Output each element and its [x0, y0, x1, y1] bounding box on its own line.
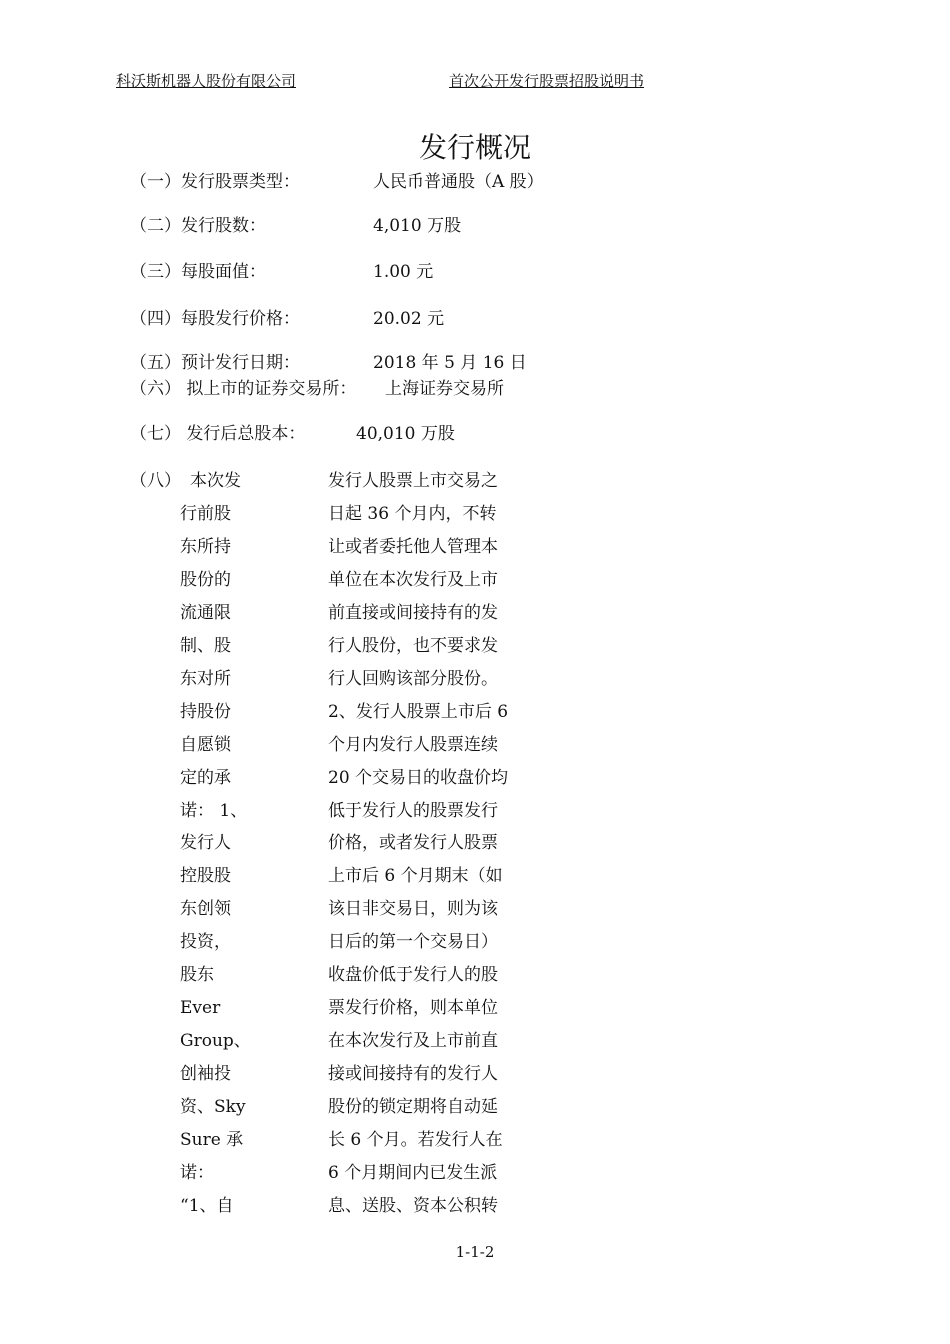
section-8-label-line: 定的承 — [180, 767, 231, 788]
item-value: 4,010 万股 — [373, 216, 462, 236]
section-8-content-line: 票发行价格，则本单位 — [328, 998, 498, 1019]
item-label: （六） 拟上市的证券交易所： — [130, 379, 357, 399]
section-8-label-line: 制、股 — [180, 635, 231, 656]
section-8-content-line: 低于发行人的股票发行 — [328, 800, 498, 821]
section-8-content-line: 前直接或间接持有的发 — [328, 602, 498, 623]
section-8-content-line: 收盘价低于发行人的股 — [328, 965, 498, 986]
item-label: （二）发行股数： — [130, 216, 266, 236]
item-label: （一）发行股票类型： — [130, 172, 300, 192]
section-8-content-line: 行人回购该部分股份。 — [328, 668, 498, 689]
section-8-label-line: 本次发 — [190, 471, 241, 491]
section-8-content-line: 让或者委托他人管理本 — [328, 536, 498, 557]
section-8-content-line: 单位在本次发行及上市 — [328, 569, 498, 590]
section-8-number: （八） — [130, 471, 181, 491]
section-8-label-line: “1、自 — [180, 1195, 234, 1216]
section-8-content-line: 息、送股、资本公积转 — [328, 1195, 498, 1216]
section-8-label-line: Sure 承 — [180, 1130, 244, 1150]
section-8-label-line: 流通限 — [180, 602, 231, 623]
section-8-content-line: 股份的锁定期将自动延 — [328, 1097, 498, 1118]
page-number: 1-1-2 — [455, 1243, 495, 1261]
section-8-content-line: 20 个交易日的收盘价均 — [328, 767, 509, 788]
section-8-label-line: 股份的 — [180, 569, 231, 590]
section-8-label-line: 创袖投 — [180, 1064, 231, 1085]
section-8-label-line: 持股份 — [180, 701, 231, 722]
section-8-content-line: 行人股份，也不要求发 — [328, 635, 498, 656]
section-8-content-line: 个月内发行人股票连续 — [328, 734, 498, 755]
page-title: 发行概况 — [418, 131, 531, 164]
section-8-content-line: 长 6 个月。若发行人在 — [328, 1130, 503, 1150]
item-value: 人民币普通股（A 股） — [373, 172, 544, 192]
item-value: 20.02 元 — [373, 309, 445, 329]
section-8-label-line: 东对所 — [180, 668, 231, 689]
item-label: （四）每股发行价格： — [130, 309, 300, 329]
section-8-label-line: 诺： 1、 — [180, 800, 248, 821]
item-value: 2018 年 5 月 16 日 — [373, 353, 527, 373]
section-8-label-line: 东所持 — [180, 536, 231, 557]
section-8-label-line: 发行人 — [180, 833, 231, 854]
item-value: 上海证券交易所 — [385, 379, 504, 399]
section-8-label-line: 投资， — [180, 932, 231, 953]
section-8-label-line: 股东 — [180, 965, 214, 986]
section-8-content-line: 6 个月期间内已发生派 — [328, 1162, 498, 1183]
section-8-label-line: Group、 — [180, 1031, 251, 1052]
section-8-content-line: 接或间接持有的发行人 — [328, 1064, 498, 1085]
section-8-content-line: 日起 36 个月内，不转 — [328, 503, 497, 524]
item-label: （五）预计发行日期： — [130, 353, 300, 373]
item-value: 40,010 万股 — [356, 424, 455, 444]
section-8-label-line: Ever — [180, 998, 221, 1019]
section-8-content-line: 在本次发行及上市前直 — [328, 1031, 498, 1052]
header-company: 科沃斯机器人股份有限公司 — [116, 72, 297, 90]
section-8-label-line: 东创领 — [180, 899, 231, 920]
item-value: 1.00 元 — [373, 262, 434, 282]
section-8-content-line: 2、发行人股票上市后 6 — [328, 701, 509, 722]
section-8-content-line: 发行人股票上市交易之 — [328, 471, 498, 491]
header-document-title: 首次公开发行股票招股说明书 — [449, 72, 645, 90]
section-8-label-line: 资、Sky — [180, 1097, 246, 1118]
item-label: （七） 发行后总股本： — [130, 424, 306, 444]
section-8-label-line: 行前股 — [180, 503, 231, 524]
section-8-content-line: 该日非交易日，则为该 — [328, 899, 498, 920]
item-label: （三）每股面值： — [130, 262, 266, 282]
section-8-label-line: 诺： — [180, 1162, 214, 1183]
section-8-label-line: 自愿锁 — [180, 734, 231, 755]
section-8-content-line: 上市后 6 个月期末（如 — [328, 866, 503, 887]
section-8-content-line: 价格，或者发行人股票 — [328, 833, 498, 854]
section-8-label-line: 控股股 — [180, 866, 231, 887]
section-8-content-line: 日后的第一个交易日） — [328, 932, 498, 953]
